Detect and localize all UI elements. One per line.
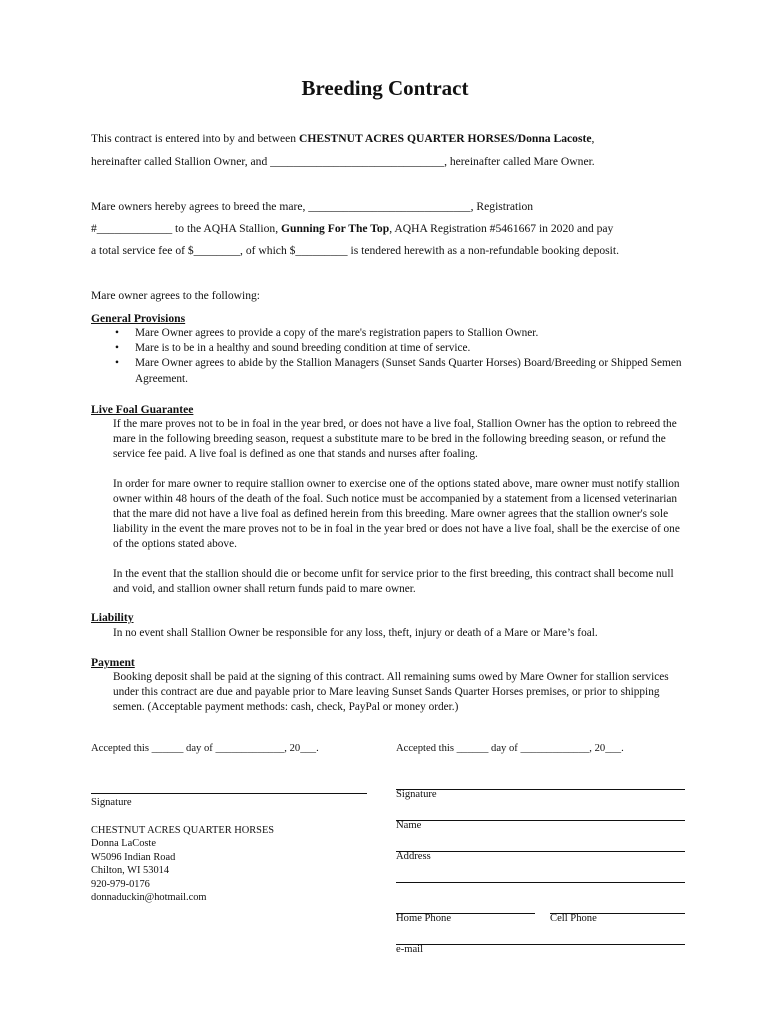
right-signature-label: Signature bbox=[396, 789, 437, 800]
payment-heading: Payment bbox=[91, 656, 135, 669]
payment-paragraph: Booking deposit shall be paid at the signing of this contract. All remaining sums owed by Mare Owner for stallion services under this contract are due and payable prior to Mare leaving Sunset Sands Quarter Horses premises, or prior to shipping semen. (Acceptable payment methods: cash, check, PayPal or money order.) bbox=[113, 671, 669, 713]
left-signature-line[interactable] bbox=[91, 793, 367, 794]
mare-line-2-suffix: , AQHA Registration #5461667 in 2020 and pay bbox=[389, 222, 614, 235]
intro-line-2: hereinafter called Stallion Owner, and ______________________________, hereinafter called Mare Owner. bbox=[91, 155, 595, 168]
foal-paragraph-3: In the event that the stallion should die or become unfit for service prior to the first breeding, this contract shall become null and void, and stallion owner shall return funds paid to mare owner. bbox=[113, 568, 674, 595]
name-line[interactable] bbox=[396, 820, 685, 821]
intro-prefix: This contract is entered into by and between bbox=[91, 132, 299, 145]
general-heading: General Provisions bbox=[91, 312, 186, 325]
address-line: Chilton, WI 53014 bbox=[91, 865, 170, 877]
stallion-name: Gunning For The Top bbox=[281, 222, 390, 235]
foal-heading: Live Foal Guarantee bbox=[91, 403, 194, 416]
foal-paragraph-1: If the mare proves not to be in foal in the year bred, or does not have a live foal, Stallion Owner has the option to rebreed the mare in the following breeding season, request a substitute mare to be bred in the following breeding season, or refund the service fee paid. A live foal is defined as one that stands and nurses after foaling. bbox=[113, 418, 677, 460]
stallion-owner-address bbox=[91, 824, 351, 904]
intro-suffix: , bbox=[591, 132, 595, 145]
left-accepted-line: Accepted this ______ day of _____________, 20___. bbox=[91, 743, 319, 754]
liability-paragraph: In no event shall Stallion Owner be responsible for any loss, theft, injury or death of a Mare or Mare’s foal. bbox=[113, 627, 598, 639]
general-list bbox=[113, 326, 683, 387]
liability-heading: Liability bbox=[91, 611, 134, 624]
email-address: donnaduckin@hotmail.com bbox=[91, 892, 207, 904]
name-label: Name bbox=[396, 820, 422, 831]
email-label: e-mail bbox=[396, 944, 424, 955]
mare-line-2 bbox=[91, 222, 613, 236]
home-phone-label: Home Phone bbox=[396, 913, 452, 924]
address-line-2[interactable] bbox=[396, 882, 685, 883]
address-line: W5096 Indian Road bbox=[91, 851, 176, 863]
address-line: CHESTNUT ACRES QUARTER HORSES bbox=[91, 825, 275, 836]
cell-phone-label: Cell Phone bbox=[550, 913, 597, 924]
address-line: Donna LaCoste bbox=[91, 838, 156, 850]
agrees-line: Mare owner agrees to the following: bbox=[91, 289, 261, 302]
list-item: • Mare is to be in a healthy and sound breeding condition at time of service. bbox=[113, 341, 683, 356]
address-line-1[interactable] bbox=[396, 851, 685, 852]
intro-line-1 bbox=[91, 132, 594, 146]
stallion-owner-name: CHESTNUT ACRES QUARTER HORSES/Donna Lacoste bbox=[298, 132, 592, 145]
left-signature-label: Signature bbox=[91, 797, 132, 808]
email-line[interactable] bbox=[396, 944, 685, 945]
list-item: • Mare Owner agrees to abide by the Stallion Managers (Sunset Sands Quarter Horses) Board/Breeding or Shipped Semen Agreement. bbox=[113, 356, 683, 386]
right-signature-line[interactable] bbox=[396, 789, 685, 790]
mare-line-2-prefix: #_____________ to the AQHA Stallion, bbox=[91, 222, 282, 235]
mare-line-3: a total service fee of $________, of which $_________ is tendered herewith as a non-refundable booking deposit. bbox=[91, 244, 620, 257]
address-label: Address bbox=[396, 851, 431, 862]
list-item: • Mare Owner agrees to provide a copy of the mare's registration papers to Stallion Owner. bbox=[113, 326, 683, 341]
foal-paragraph-2: In order for mare owner to require stallion owner to exercise one of the options stated above, mare owner must notify stallion owner within 48 hours of the death of the foal. Such notice must be accompanied by a statement from a licensed veterinarian that the mare did not have a live foal as defined herein from this breeding. Mare owner agrees that the stallion owner's sole liability in the event the mare proves not to be in foal in the year bred or does not have a live foal, shall be the exercise of one of the options stated above. bbox=[113, 478, 680, 550]
right-accepted-line: Accepted this ______ day of _____________, 20___. bbox=[396, 743, 624, 754]
page-title: Breeding Contract bbox=[301, 76, 469, 100]
address-line: 920-979-0176 bbox=[91, 878, 150, 890]
mare-line-1: Mare owners hereby agrees to breed the mare, ____________________________, Registration bbox=[91, 200, 534, 213]
